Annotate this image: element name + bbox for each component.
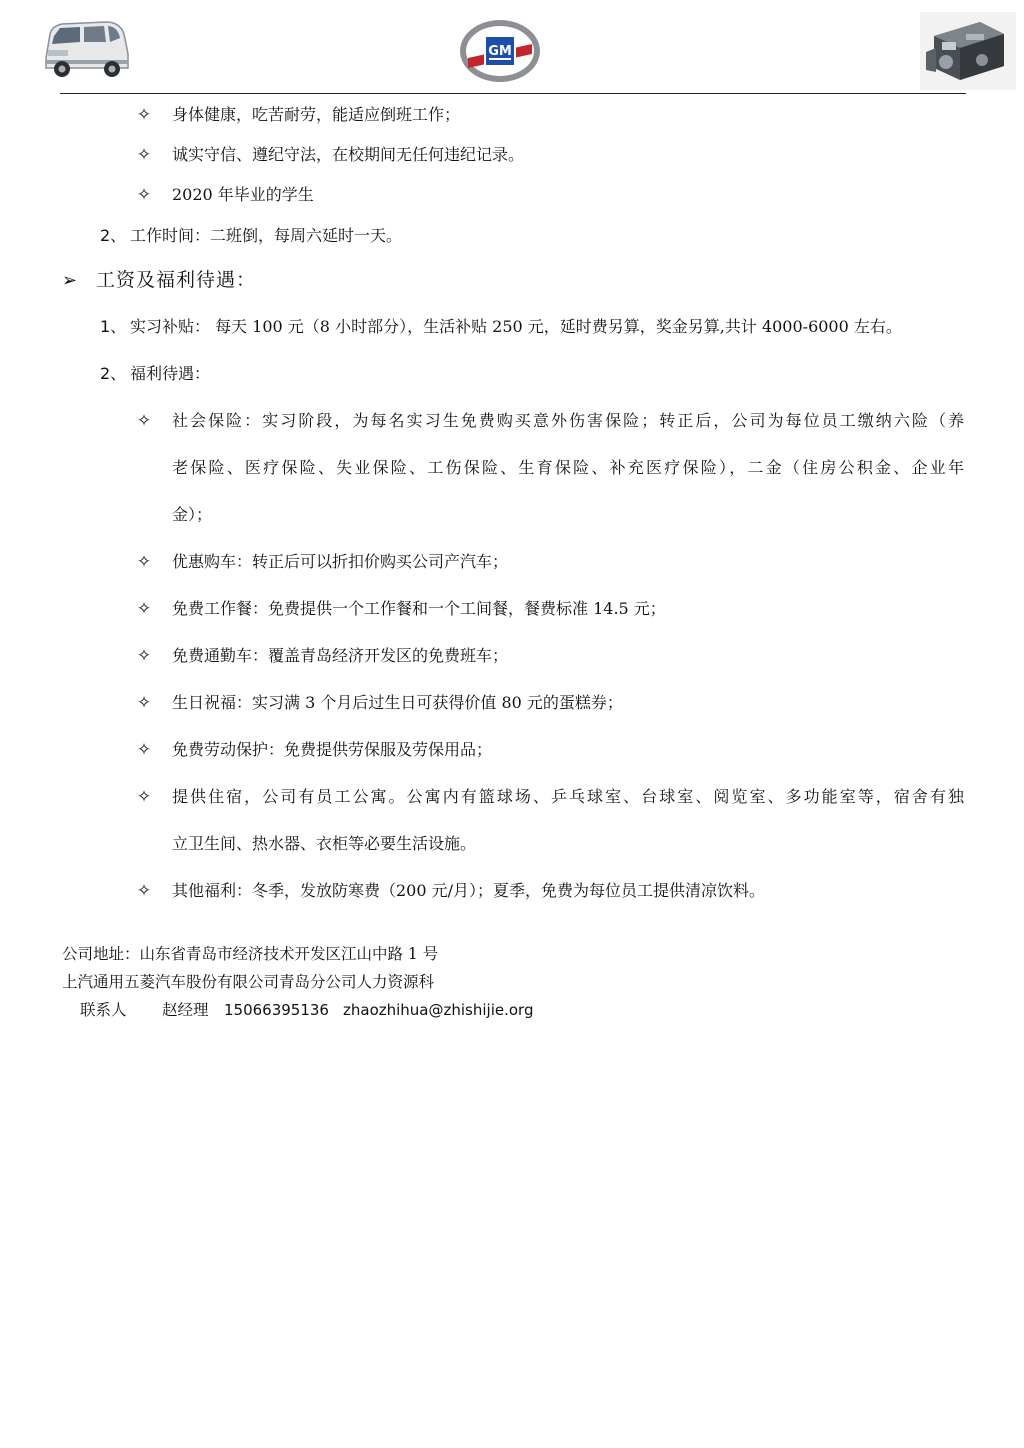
bullet-icon: ✧ [136,411,152,431]
bullet-icon: ✧ [136,693,152,713]
salary-item-text: 福利待遇： [130,364,211,383]
benefit-housing-line: 立卫生间、热水器、衣柜等必要生活设施。 [172,834,477,853]
salary-item-number: 2、 [100,364,127,383]
benefit-protection: 免费劳动保护：免费提供劳保服及劳保用品； [172,740,493,759]
salary-item-text: 实习补贴： 每天 100 元（8 小时部分），生活补贴 250 元，延时费另算，奖金另算,共计 4000-6000 左右。 [130,317,902,336]
company-address: 公司地址：山东省青岛市经济技术开发区江山中路 1 号 [62,945,439,963]
benefit-housing-line: 提供住宿，公司有员工公寓。公寓内有篮球场、乒乓球室、台球室、阅览室、多功能室等，宿舍有独 [172,787,964,806]
header-rule [60,93,966,94]
benefit-meal: 免费工作餐：免费提供一个工作餐和一个工间餐，餐费标准 14.5 元； [172,599,666,618]
bullet-icon: ✧ [136,185,152,205]
benefit-insurance-line: 社会保险：实习阶段，为每名实习生免费购买意外伤害保险；转正后，公司为每位员工缴纳六险（养 [172,411,964,430]
bullet-icon: ✧ [136,740,152,760]
contact-email: zhaozhihua@zhishijie.org [343,1001,534,1019]
benefit-insurance-line: 金）； [172,505,213,524]
requirement-item: 身体健康，吃苦耐劳，能适应倒班工作； [172,105,461,124]
bullet-icon: ✧ [136,881,152,901]
benefit-insurance-line: 老保险、医疗保险、失业保险、工伤保险、生育保险、补充医疗保险），二金（住房公积金、企业年 [172,458,964,477]
bullet-icon: ✧ [136,105,152,125]
work-time-text: 工作时间：二班倒，每周六延时一天。 [130,226,403,245]
benefit-car: 优惠购车：转正后可以折扣价购买公司产汽车； [172,552,509,571]
engine-image [920,12,1016,90]
bullet-icon: ✧ [136,145,152,165]
bullet-icon: ✧ [136,552,152,572]
company-department: 上汽通用五菱汽车股份有限公司青岛分公司人力资源科 [62,973,435,991]
bullet-icon: ✧ [136,787,152,807]
section-arrow-icon: ➢ [62,270,78,291]
benefit-other: 其他福利：冬季，发放防寒费（200 元/月）；夏季，免费为每位员工提供清凉饮料。 [172,881,766,900]
requirement-item: 诚实守信、遵纪守法，在校期间无任何违纪记录。 [172,145,525,164]
section-title: 工资及福利待遇： [96,269,257,291]
gm-logo-text: GM [488,44,512,59]
bullet-icon: ✧ [136,599,152,619]
benefit-birthday: 生日祝福：实习满 3 个月后过生日可获得价值 80 元的蛋糕券； [172,693,623,712]
gm-logo [458,18,542,84]
salary-item-number: 1、 [100,317,127,336]
work-time-number: 2、 [100,226,127,245]
benefit-bus: 免费通勤车：覆盖青岛经济开发区的免费班车； [172,646,509,665]
contact-phone: 15066395136 [224,1001,329,1019]
page-header [0,0,1024,96]
contact-label: 联系人 [80,1001,127,1019]
contact-name: 赵经理 [162,1001,209,1019]
minivan-image [40,14,132,82]
bullet-icon: ✧ [136,646,152,666]
requirement-item: 2020 年毕业的学生 [172,185,314,204]
